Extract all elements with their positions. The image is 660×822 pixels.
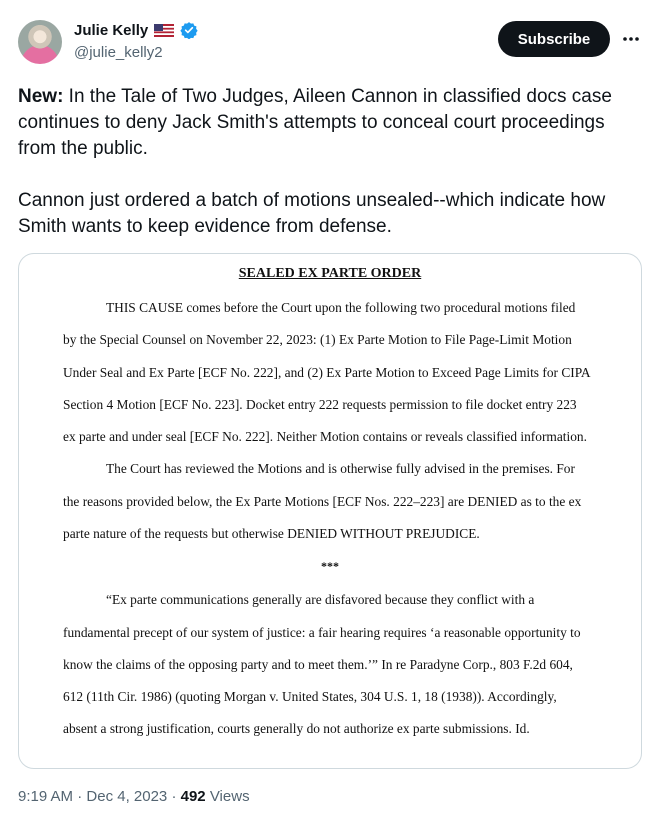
document-line: by the Special Counsel on November 22, 2023: (1) Ex Parte Motion to File Page-Limit Motion <box>63 332 572 347</box>
document-line: The Court has reviewed the Motions and is otherwise fully advised in the premises. For <box>106 461 575 476</box>
document-title: SEALED EX PARTE ORDER <box>238 266 422 281</box>
document-line: THIS CAUSE comes before the Court upon the following two procedural motions filed <box>106 300 576 315</box>
meta-separator: · <box>73 788 87 805</box>
section-separator: *** <box>321 559 339 573</box>
document-line: ex parte and under seal [ECF No. 222]. Neither Motion contains or reveals classified information. <box>63 429 587 444</box>
meta-separator: · <box>167 788 181 805</box>
document-line: know the claims of the opposing party and to meet them.’” In re Paradyne Corp., 803 F.2d 604, <box>63 657 573 672</box>
document-line: “Ex parte communications generally are disfavored because they conflict with a <box>106 592 535 607</box>
tweet-paragraph-2: Cannon just ordered a batch of motions unsealed--which indicate how Smith wants to keep evidence from defense. <box>18 190 606 237</box>
document-page <box>19 254 641 768</box>
tweet-date[interactable]: Dec 4, 2023 <box>86 788 168 805</box>
document-line: Section 4 Motion [ECF No. 223]. Docket entry 222 requests permission to file docket entry 223 <box>63 397 577 412</box>
avatar[interactable] <box>18 20 62 64</box>
document-line: the reasons provided below, the Ex Parte Motions [ECF Nos. 222–223] are DENIED as to the ex <box>63 494 582 509</box>
us-flag-icon <box>154 24 174 37</box>
tweet-text <box>18 84 642 240</box>
views-label: Views <box>205 788 250 805</box>
document-line: parte nature of the requests but otherwise DENIED WITHOUT PREJUDICE. <box>63 526 480 541</box>
author-display-name[interactable]: Julie Kelly <box>74 21 149 39</box>
document-line: 612 (11th Cir. 1986) (quoting Morgan v. United States, 304 U.S. 1, 18 (1938)). Accordingly, <box>63 689 557 704</box>
tweet-header <box>0 0 660 80</box>
more-options-icon[interactable] <box>620 28 642 50</box>
document-line: fundamental precept of our system of justice: a fair hearing requires ‘a reasonable opportunity to <box>63 625 581 640</box>
views-count[interactable]: 492 <box>180 788 206 805</box>
tweet-meta <box>18 788 250 805</box>
tweet-lead: New: <box>18 86 64 107</box>
verified-badge-icon[interactable] <box>180 21 198 39</box>
attached-document-image[interactable] <box>18 253 642 769</box>
author-name-row <box>74 21 198 39</box>
author-handle[interactable]: @julie_kelly2 <box>74 44 163 61</box>
document-line: absent a strong justification, courts generally do not authorize ex parte submissions. Id. <box>63 721 530 736</box>
tweet-paragraph-1-text: In the Tale of Two Judges, Aileen Cannon in classified docs case continues to deny Jack Smith's attempts to conceal court proceedings from the public. <box>18 86 612 159</box>
tweet-time[interactable]: 9:19 AM <box>18 788 74 805</box>
tweet-paragraph-1 <box>18 84 642 162</box>
document-line: Under Seal and Ex Parte [ECF No. 222], and (2) Ex Parte Motion to Exceed Page Limits for CIPA <box>63 365 591 380</box>
subscribe-button[interactable]: Subscribe <box>498 21 610 57</box>
